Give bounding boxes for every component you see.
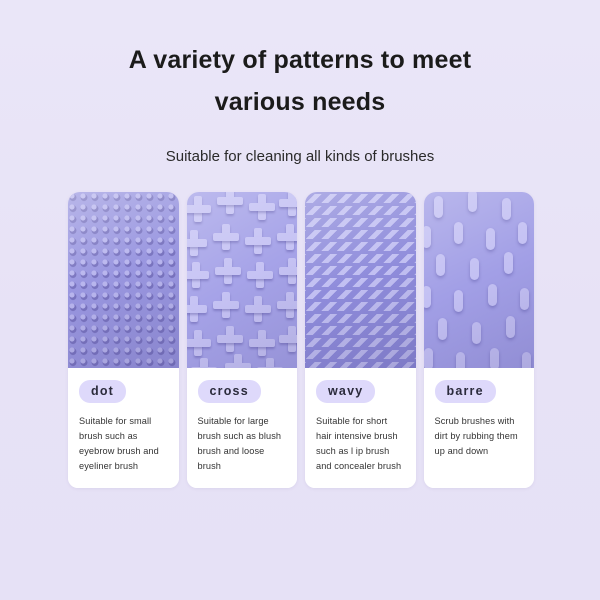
pattern-card-body-barre	[424, 368, 535, 488]
page-subtitle: Suitable for cleaning all kinds of brushes	[165, 148, 435, 165]
barre-texture-icon	[424, 192, 535, 368]
pattern-description-cross: Suitable for large brush such as blush brush and loose brush	[197, 416, 282, 471]
pattern-card-dot	[68, 192, 179, 488]
wavy-texture-icon	[305, 192, 416, 368]
page-title	[0, 42, 600, 120]
page-title-line-1: A variety of patterns to meet	[128, 46, 472, 74]
dot-texture-icon	[68, 192, 179, 368]
pattern-card-body-wavy	[305, 368, 416, 488]
cross-texture-icon	[187, 192, 298, 368]
pattern-card-body-cross	[187, 368, 298, 488]
pattern-photo-wavy	[305, 192, 416, 368]
pattern-description-wavy: Suitable for short hair intensive brush such as l ip brush and concealer brush	[316, 416, 402, 471]
pattern-card-body-dot	[68, 368, 179, 488]
pattern-label-barre: barre	[435, 380, 496, 403]
pattern-label-cross: cross	[198, 380, 261, 403]
pattern-card-wavy	[305, 192, 416, 488]
pattern-description-barre: Scrub brushes with dirt by rubbing them up and down	[434, 416, 518, 456]
pattern-card-cross	[187, 192, 298, 488]
pattern-photo-barre	[424, 192, 535, 368]
pattern-label-dot: dot	[79, 380, 126, 403]
pattern-photo-dot	[68, 192, 179, 368]
pattern-card-list	[68, 192, 534, 488]
page-title-line-2: various needs	[214, 88, 386, 116]
pattern-description-dot: Suitable for small brush such as eyebrow brush and eyeliner brush	[79, 416, 159, 471]
pattern-card-barre	[424, 192, 535, 488]
pattern-label-wavy: wavy	[316, 380, 375, 403]
pattern-photo-cross	[187, 192, 298, 368]
